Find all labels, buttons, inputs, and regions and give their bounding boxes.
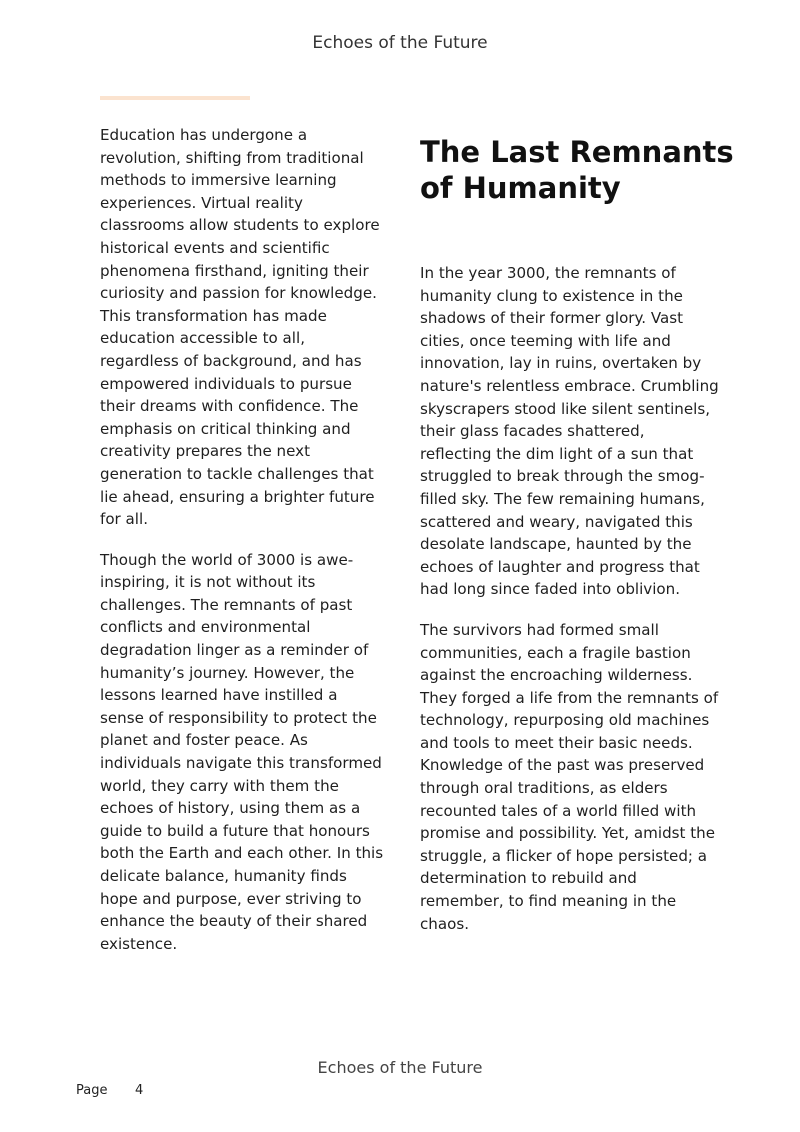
right-text-column	[420, 262, 720, 953]
body-paragraph: In the year 3000, the remnants of humanity clung to existence in the shadows of their former glory. Vast cities, once teeming with life and innovation, lay in ruins, overtaken by nature's relentless embrace. Crumbling skyscrapers stood like silent sentinels, their glass facades shattered, reflecting the dim light of a sun that struggled to break through the smog-filled sky. The few remaining humans, scattered and weary, navigated this desolate landscape, haunted by the echoes of laughter and progress that had long since faded into oblivion.	[420, 264, 719, 599]
page-number: 4	[135, 1083, 144, 1098]
page-header-title: Echoes of the Future	[312, 33, 488, 53]
body-paragraph: The survivors had formed small communities, each a fragile bastion against the encroaching wilderness. They forged a life from the remnants of technology, repurposing old machines and tools to meet their basic needs. Knowledge of the past was preserved through oral traditions, as elders recounted tales of a world filled with promise and possibility. Yet, amidst the struggle, a flicker of hope persisted; a determination to rebuild and remember, to find meaning in the chaos.	[420, 620, 719, 933]
accent-divider	[100, 96, 250, 100]
page-label: Page	[76, 1083, 108, 1098]
page-footer-title: Echoes of the Future	[317, 1058, 483, 1077]
left-text-column	[100, 124, 384, 973]
body-paragraph: Though the world of 3000 is awe-inspiring, it is not without its challenges. The remnants of past conflicts and environmental degradation linger as a reminder of humanity’s journey. However, the lessons learned have instilled a sense of responsibility to protect the planet and foster peace. As individuals navigate this transformed world, they carry with them the echoes of history, using them as a guide to build a future that honours both the Earth and each other. In this delicate balance, humanity finds hope and purpose, ever striving to enhance the beauty of their shared existence.	[100, 550, 384, 953]
body-paragraph: Education has undergone a revolution, shifting from traditional methods to immersive learning experiences. Virtual reality classrooms allow students to explore historical events and scientific phenomena firsthand, igniting their curiosity and passion for knowledge. This transformation has made education accessible to all, regardless of background, and has empowered individuals to pursue their dreams with confidence. The emphasis on critical thinking and creativity prepares the next generation to tackle challenges that lie ahead, ensuring a brighter future for all.	[100, 126, 380, 529]
section-heading: The Last Remnants of Humanity	[420, 135, 734, 205]
